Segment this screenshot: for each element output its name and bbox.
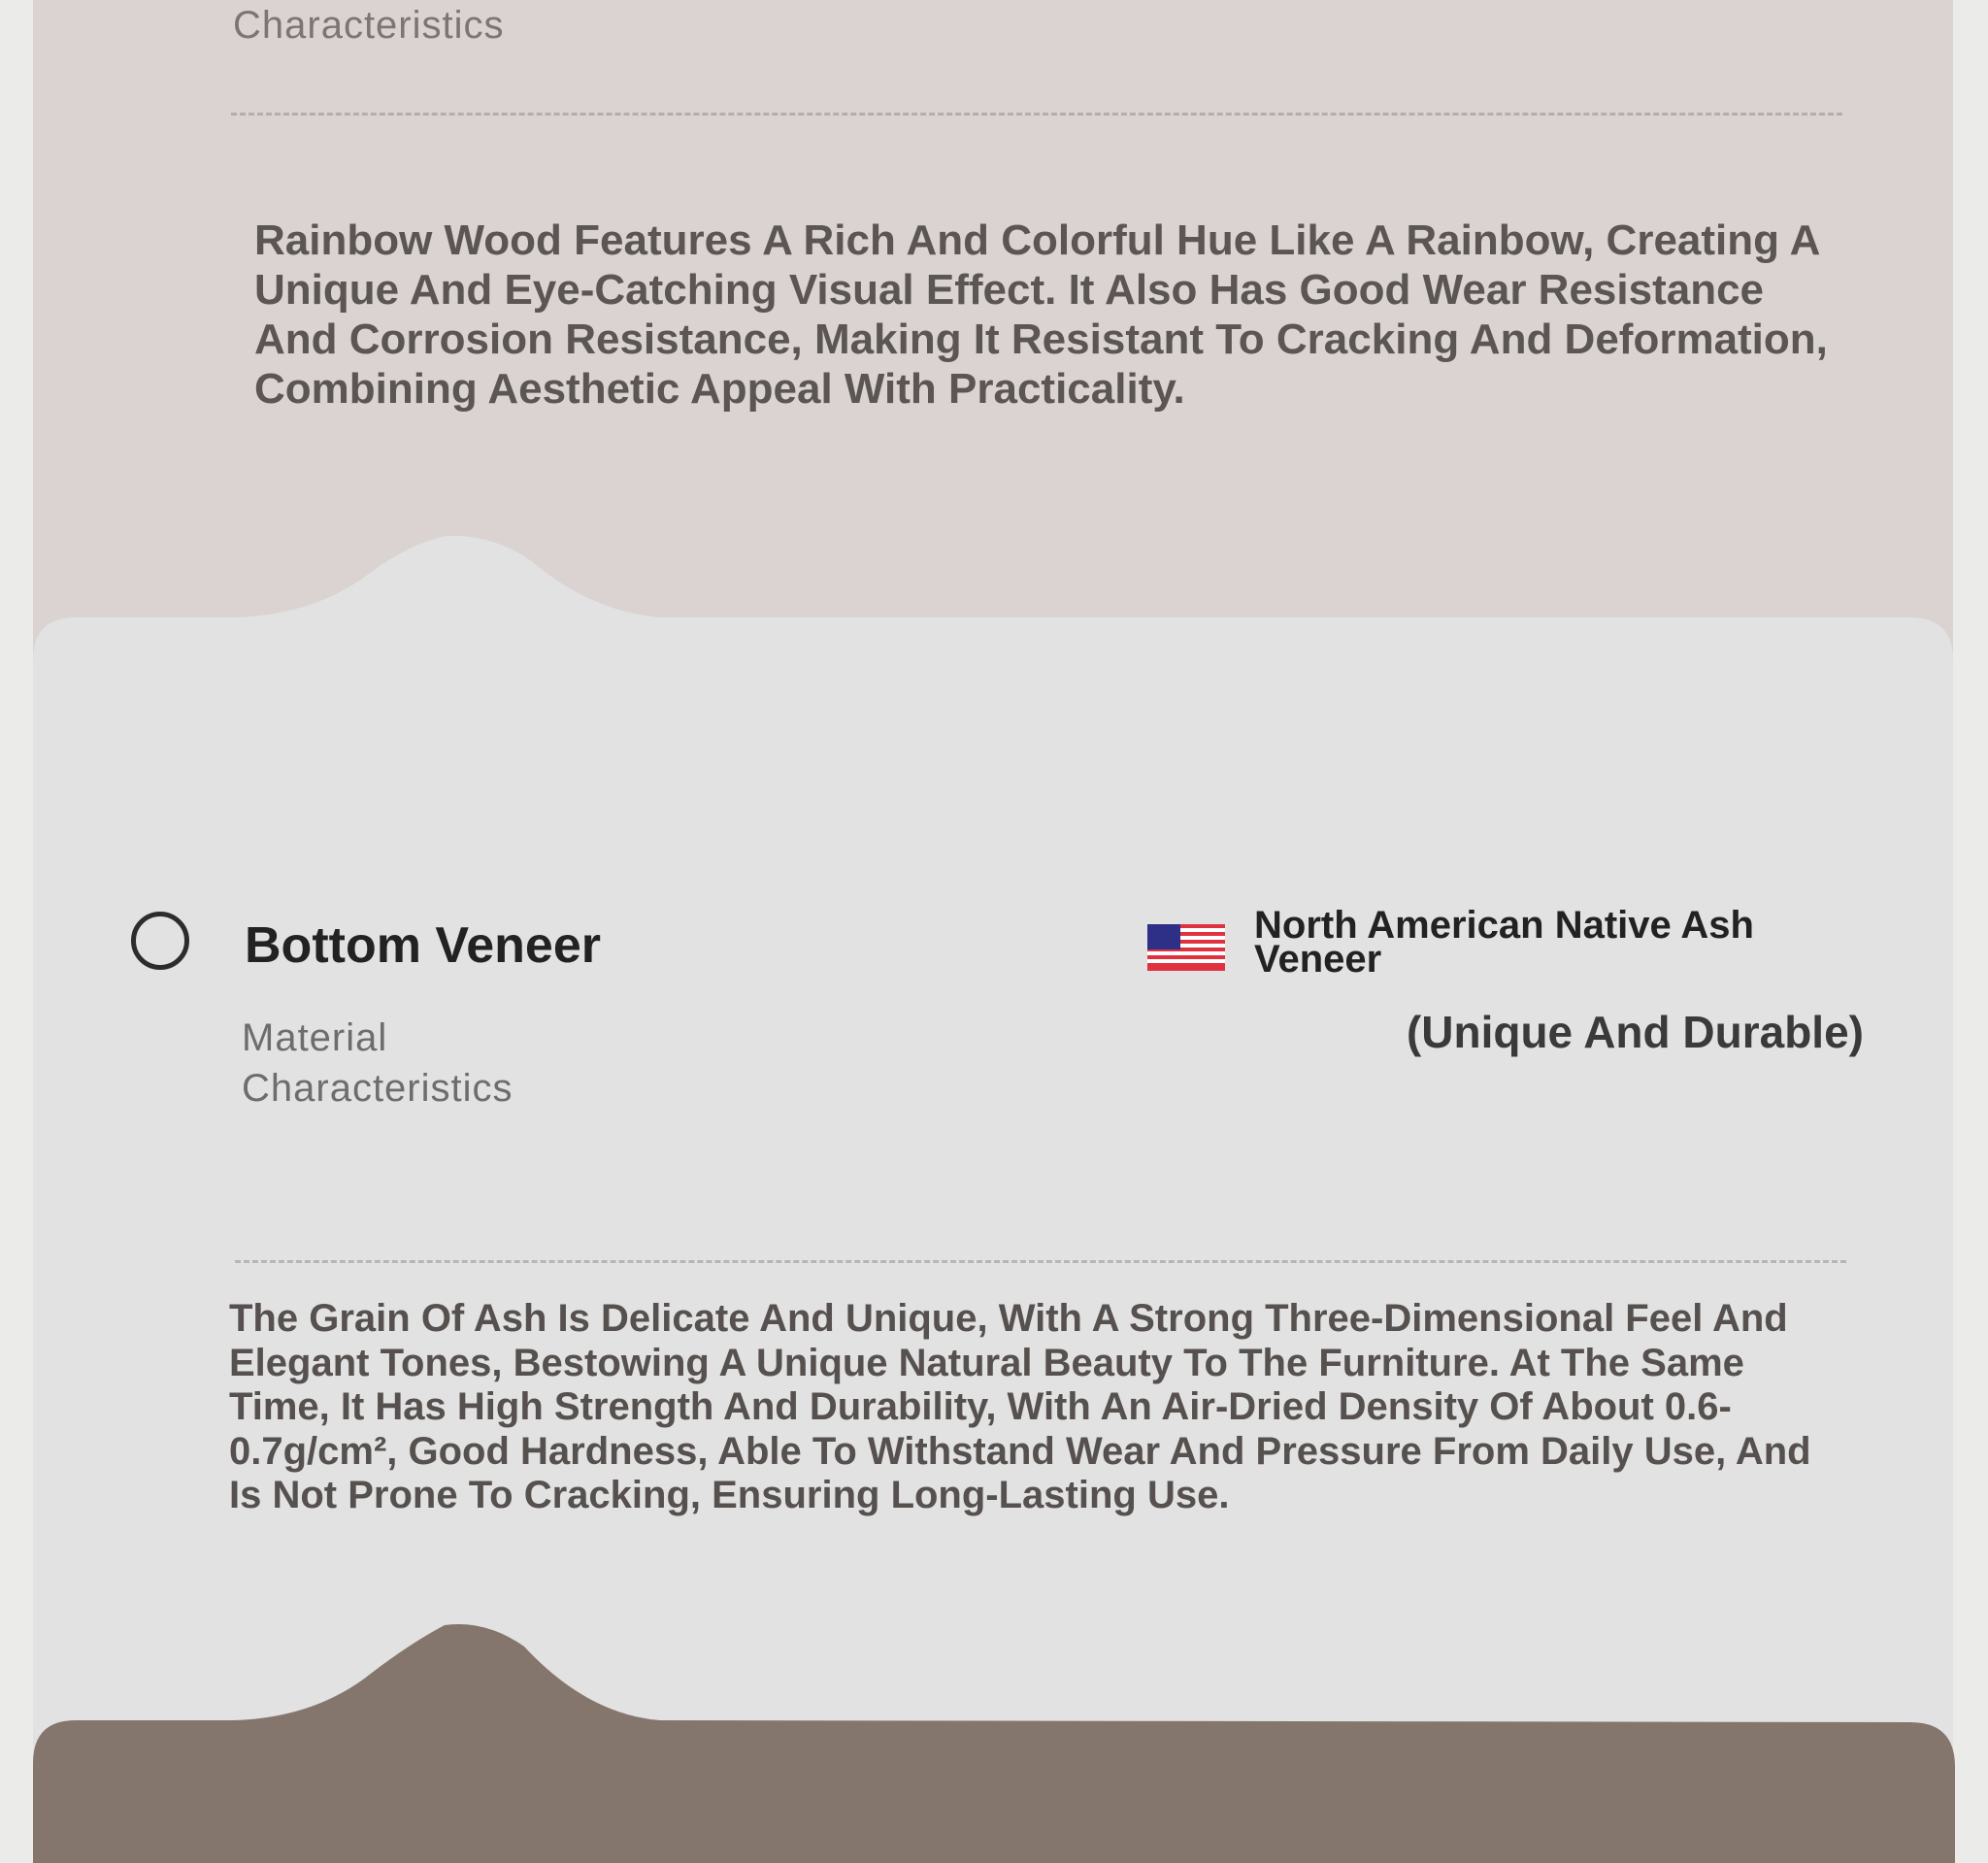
- us-flag-icon: [1147, 924, 1225, 971]
- middle-panel-shape: [33, 536, 1953, 1863]
- ash-veneer-description: The Grain Of Ash Is Delicate And Unique, With A Strong Three-Dimensional Feel And Elegant Tones, Bestowing A Unique Natural Beauty To The Furniture. At The Same Time, It Has High Strength And Durability, With An Air-Dried Density Of About 0.6-0.7g/cm², Good Hardness, Able To Withstand Wear And Pressure From Daily Use, And Is Not Prone To Cracking, Ensuring Long-Lasting Use.: [229, 1297, 1811, 1516]
- rainbow-wood-description: Rainbow Wood Features A Rich And Colorful Hue Like A Rainbow, Creating A Unique And Eye-Catching Visual Effect. It Also Has Good Wear Resistance And Corrosion Resistance, Making It Resistant To Cracking And Deformation, Combining Aesthetic Appeal With Practicality.: [254, 216, 1828, 413]
- section-marker-icon: [131, 912, 189, 970]
- top-divider: [231, 113, 1842, 116]
- bottom-veneer-subtitle: Material Characteristics: [242, 1016, 514, 1110]
- middle-divider: [235, 1260, 1846, 1263]
- bottom-veneer-title: Bottom Veneer: [245, 917, 601, 974]
- origin-note: (Unique And Durable): [1406, 1007, 1864, 1057]
- top-section-subtitle: Characteristics: [233, 4, 505, 47]
- origin-label: North American Native Ash Veneer: [1254, 904, 1754, 981]
